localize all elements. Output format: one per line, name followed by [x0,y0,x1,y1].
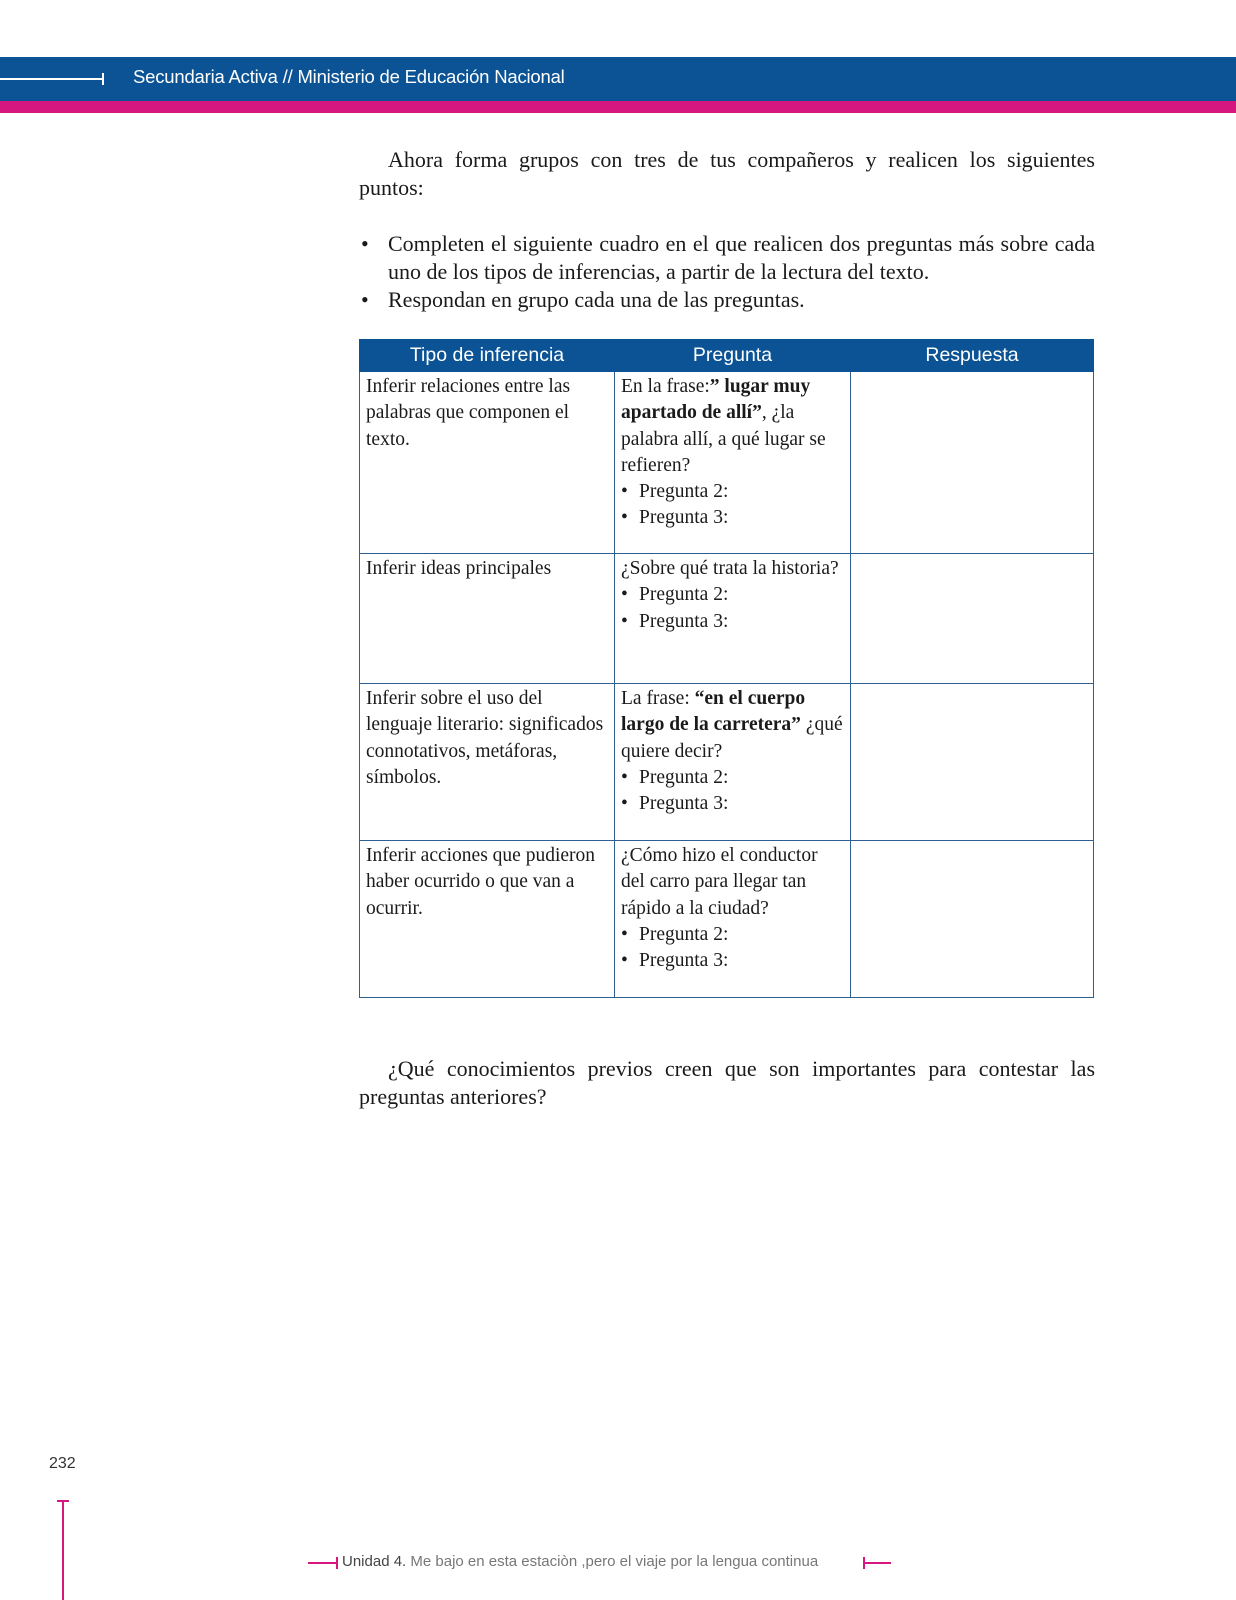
question-cell [615,841,851,998]
intro-paragraph: Ahora forma grupos con tres de tus compañeros y realicen los siguientes puntos: [359,147,1095,200]
instructions [359,146,1095,314]
footer-rule-right [863,1562,891,1564]
answer-cell[interactable] [851,372,1094,554]
extra-question-list [621,765,844,818]
footer-text [342,1553,818,1570]
extra-question: • Pregunta 3: [621,505,844,531]
footer-tick-left [336,1557,338,1569]
question-text: ¿Cómo hizo el conductor del carro para llegar tan rápido a la ciudad? [621,845,818,919]
header-accent-stripe [0,101,1236,113]
type-cell: Inferir acciones que pudieron haber ocurrido o que van a ocurrir. [360,841,615,998]
page-number: 232 [49,1455,76,1472]
extra-question: • Pregunta 2: [621,765,844,791]
side-rule [62,1500,64,1600]
question-text-end: ¿qué quiere decir? [621,714,843,762]
table-row [360,372,1094,554]
extra-question: • Pregunta 2: [621,582,844,608]
column-header-answer: Respuesta [851,340,1094,372]
extra-question-list [621,922,844,975]
extra-question: • Pregunta 3: [621,791,844,817]
question-cell [615,372,851,554]
footer-rule-left [308,1562,336,1564]
side-rule-tick [57,1500,69,1502]
bullet-item: • Completen el siguiente cuadro en el que realicen dos preguntas más sobre cada uno de los tipos de inferencias, a partir de la lectura del texto. [359,230,1095,286]
header-rule [0,78,104,80]
question-text: En la frase: [621,376,710,397]
extra-question: • Pregunta 2: [621,479,844,505]
column-header-question: Pregunta [615,340,851,372]
extra-question-list [621,479,844,532]
type-cell: Inferir relaciones entre las palabras que componen el texto. [360,372,615,554]
answer-cell[interactable] [851,684,1094,841]
extra-question: • Pregunta 3: [621,609,844,635]
type-cell: Inferir sobre el uso del lenguaje literario: significados connotativos, metáforas, símbolos. [360,684,615,841]
header-title: Secundaria Activa // Ministerio de Educación Nacional [133,66,565,87]
extra-question: • Pregunta 3: [621,948,844,974]
bullet-list [359,230,1095,314]
question-quote: “en el cuerpo largo de la carretera” [621,688,806,736]
column-header-type: Tipo de inferencia [360,340,615,372]
closing-question: ¿Qué conocimientos previos creen que son importantes para contestar las preguntas anteriores? [359,1056,1095,1109]
table-row [360,684,1094,841]
footer-unit: Unidad 4. [342,1553,407,1570]
question-cell [615,554,851,684]
bullet-item: • Respondan en grupo cada una de las preguntas. [359,286,1095,314]
extra-question: • Pregunta 2: [621,922,844,948]
table-row [360,554,1094,684]
answer-cell[interactable] [851,841,1094,998]
table-header-row [360,340,1094,372]
question-text: ¿Sobre qué trata la historia? [621,558,839,579]
answer-cell[interactable] [851,554,1094,684]
question-text-end: , ¿la palabra allí, a qué lugar se refieren? [621,402,826,476]
question-quote: ” lugar muy apartado de allí” [621,376,811,424]
header-rule-tick [102,73,104,85]
question-cell [615,684,851,841]
inference-table [359,339,1094,998]
question-text: La frase: [621,688,695,709]
footer [308,1551,893,1575]
extra-question-list [621,582,844,635]
table-row [360,841,1094,998]
footer-title: Me bajo en esta estaciòn ,pero el viaje por la lengua continua [406,1553,819,1570]
type-cell: Inferir ideas principales [360,554,615,684]
